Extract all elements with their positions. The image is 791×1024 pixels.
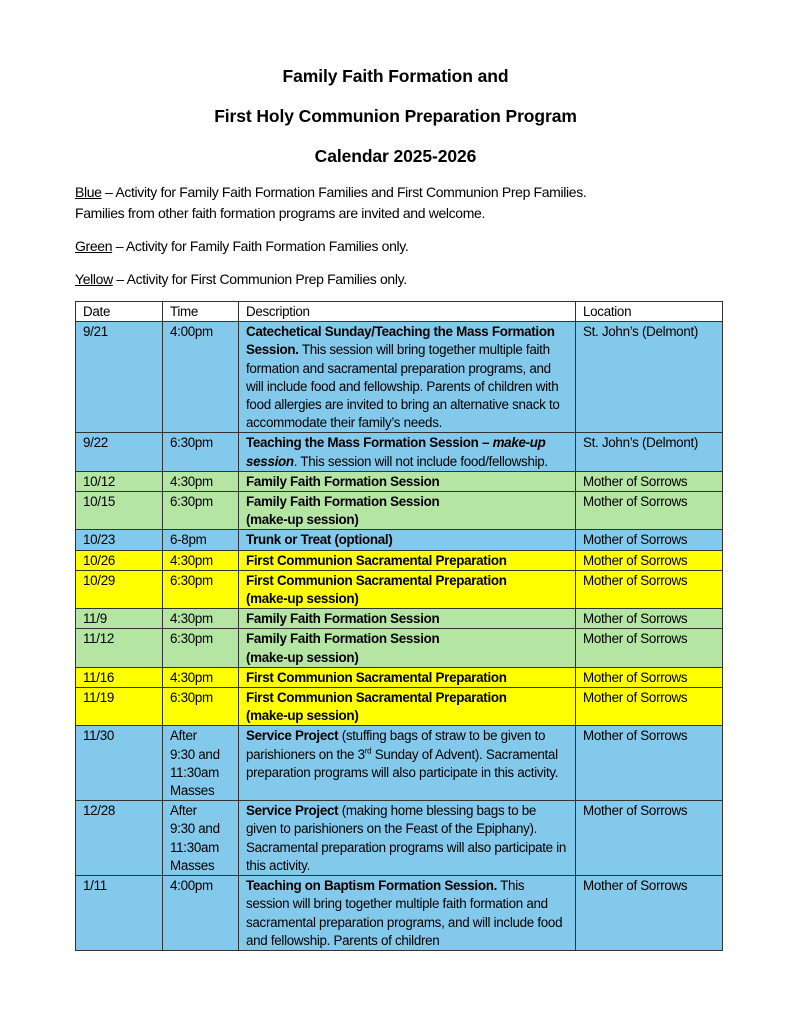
legend-blue [75, 182, 735, 203]
description-title: Family Faith Formation Session [246, 631, 440, 647]
description-title: First Communion Sacramental Preparation [246, 552, 507, 568]
time-line: After [170, 728, 197, 744]
cell-description [239, 570, 576, 608]
cell-time: 4:30pm [163, 550, 239, 570]
cell-date: 9/22 [76, 433, 163, 471]
description-title: Family Faith Formation Session [246, 494, 440, 510]
description-title: First Communion Sacramental Preparation [246, 690, 507, 706]
table-row [76, 876, 723, 951]
cell-location: Mother of Sorrows [576, 550, 723, 570]
description-title: Catechetical Sunday/Teaching the Mass Formation Session. [246, 324, 555, 358]
header-location: Location [576, 302, 723, 322]
description-note: (make-up session) [246, 591, 359, 607]
cell-location: Mother of Sorrows [576, 609, 723, 629]
cell-date: 1/11 [76, 876, 163, 951]
legend-blue-label: Blue [75, 184, 102, 200]
cell-time: 6-8pm [163, 530, 239, 550]
time-line: 9:30 and [170, 821, 220, 837]
cell-time [163, 801, 239, 876]
header-time: Time [163, 302, 239, 322]
cell-date: 11/9 [76, 609, 163, 629]
cell-date: 10/29 [76, 570, 163, 608]
legend-yellow [75, 269, 735, 290]
title-line-2: First Holy Communion Preparation Program [214, 106, 577, 126]
table-row [76, 433, 723, 471]
cell-date: 11/16 [76, 667, 163, 687]
cell-location: Mother of Sorrows [576, 492, 723, 530]
title-line-1: Family Faith Formation and [282, 66, 509, 86]
cell-time: 6:30pm [163, 570, 239, 608]
description-superscript: rd [364, 746, 372, 756]
cell-time: 4:30pm [163, 667, 239, 687]
cell-description [239, 688, 576, 726]
legend-green [75, 236, 735, 257]
cell-location: Mother of Sorrows [576, 629, 723, 667]
cell-description [239, 667, 576, 687]
cell-description [239, 322, 576, 433]
calendar-table [75, 301, 723, 951]
cell-time: 4:30pm [163, 609, 239, 629]
description-note: (make-up session) [246, 512, 359, 528]
legend-green-label: Green [75, 238, 113, 254]
color-legend [75, 182, 735, 290]
cell-location: Mother of Sorrows [576, 667, 723, 687]
description-title: First Communion Sacramental Preparation [246, 572, 507, 588]
table-row [76, 801, 723, 876]
table-row [76, 322, 723, 433]
legend-blue-text: – Activity for Family Faith Formation Families and First Communion Prep Families. [101, 184, 587, 200]
cell-time: 6:30pm [163, 688, 239, 726]
cell-date: 11/19 [76, 688, 163, 726]
table-body [76, 322, 723, 951]
header-description: Description [239, 302, 576, 322]
description-text: (stuffing bags of straw to be given to parishioners on the 3 [246, 728, 546, 762]
cell-location: Mother of Sorrows [576, 801, 723, 876]
cell-date: 10/26 [76, 550, 163, 570]
description-text: Sunday of Advent). Sacramental preparation programs will also participate in this activity. [246, 746, 559, 780]
cell-description [239, 801, 576, 876]
legend-green-text: – Activity for Family Faith Formation Families only. [112, 238, 409, 254]
table-row [76, 629, 723, 667]
cell-description [239, 726, 576, 801]
description-title: Family Faith Formation Session [246, 473, 440, 489]
cell-description [239, 530, 576, 550]
cell-time [163, 726, 239, 801]
cell-time: 6:30pm [163, 433, 239, 471]
cell-description [239, 609, 576, 629]
description-note: (make-up session) [246, 708, 359, 724]
title-line-3: Calendar 2025-2026 [314, 146, 477, 166]
cell-location: Mother of Sorrows [576, 570, 723, 608]
table-row [76, 726, 723, 801]
cell-description [239, 492, 576, 530]
table-header-row [76, 302, 723, 322]
description-text: (making home blessing bags to be given to parishioners on the Feast of the Epiphany). Sacramental preparation programs will also participate in this activity. [246, 803, 567, 873]
table-row [76, 570, 723, 608]
cell-date: 11/30 [76, 726, 163, 801]
table-row [76, 492, 723, 530]
cell-date: 10/23 [76, 530, 163, 550]
time-line: After [170, 803, 197, 819]
cell-date: 10/15 [76, 492, 163, 530]
table-row [76, 609, 723, 629]
cell-description [239, 433, 576, 471]
cell-location: Mother of Sorrows [576, 726, 723, 801]
description-text: This session will bring together multiple faith formation and sacramental preparation programs, and will include food and fellowship. Parents of children with food allergies are invited to bring an alternative snack to accommodate their family’s needs. [246, 342, 560, 431]
cell-time: 4:30pm [163, 471, 239, 491]
table-row [76, 530, 723, 550]
description-title: Service Project [246, 728, 339, 744]
header-date: Date [76, 302, 163, 322]
cell-location: Mother of Sorrows [576, 530, 723, 550]
table-row [76, 667, 723, 687]
description-text: . This session will not include food/fellowship. [293, 453, 548, 469]
description-title: Trunk or Treat (optional) [246, 532, 393, 548]
description-title: First Communion Sacramental Preparation [246, 669, 507, 685]
cell-date: 9/21 [76, 322, 163, 433]
time-line: Masses [170, 857, 215, 873]
description-text: This session will bring together multiple faith formation and sacramental preparation programs, and will include food and fellowship. Parents of children [246, 878, 563, 948]
time-line: 11:30am [170, 764, 220, 780]
cell-time: 6:30pm [163, 492, 239, 530]
time-line: Masses [170, 783, 215, 799]
page-bottom-margin [0, 965, 791, 1024]
cell-time: 4:00pm [163, 876, 239, 951]
cell-time: 6:30pm [163, 629, 239, 667]
cell-date: 11/12 [76, 629, 163, 667]
legend-yellow-label: Yellow [75, 271, 113, 287]
description-emphasis: make-up session [246, 435, 546, 469]
cell-description [239, 471, 576, 491]
cell-location: St. John’s (Delmont) [576, 322, 723, 433]
description-title: Teaching on Baptism Formation Session. [246, 878, 497, 894]
cell-description [239, 550, 576, 570]
time-line: 11:30am [170, 839, 220, 855]
cell-time: 4:00pm [163, 322, 239, 433]
cell-date: 10/12 [76, 471, 163, 491]
time-line: 9:30 and [170, 746, 220, 762]
legend-blue-text2: Families from other faith formation programs are invited and welcome. [75, 205, 486, 221]
description-title: Teaching the Mass Formation Session – [246, 435, 493, 451]
description-title: Service Project [246, 803, 339, 819]
cell-location: Mother of Sorrows [576, 471, 723, 491]
cell-date: 12/28 [76, 801, 163, 876]
description-title: Family Faith Formation Session [246, 611, 440, 627]
document-title [0, 62, 791, 182]
cell-location: St. John’s (Delmont) [576, 433, 723, 471]
legend-yellow-text: – Activity for First Communion Prep Families only. [112, 271, 407, 287]
table-row [76, 550, 723, 570]
table-row [76, 471, 723, 491]
cell-description [239, 629, 576, 667]
description-note: (make-up session) [246, 649, 359, 665]
cell-description [239, 876, 576, 951]
cell-location: Mother of Sorrows [576, 876, 723, 951]
table-row [76, 688, 723, 726]
cell-location: Mother of Sorrows [576, 688, 723, 726]
